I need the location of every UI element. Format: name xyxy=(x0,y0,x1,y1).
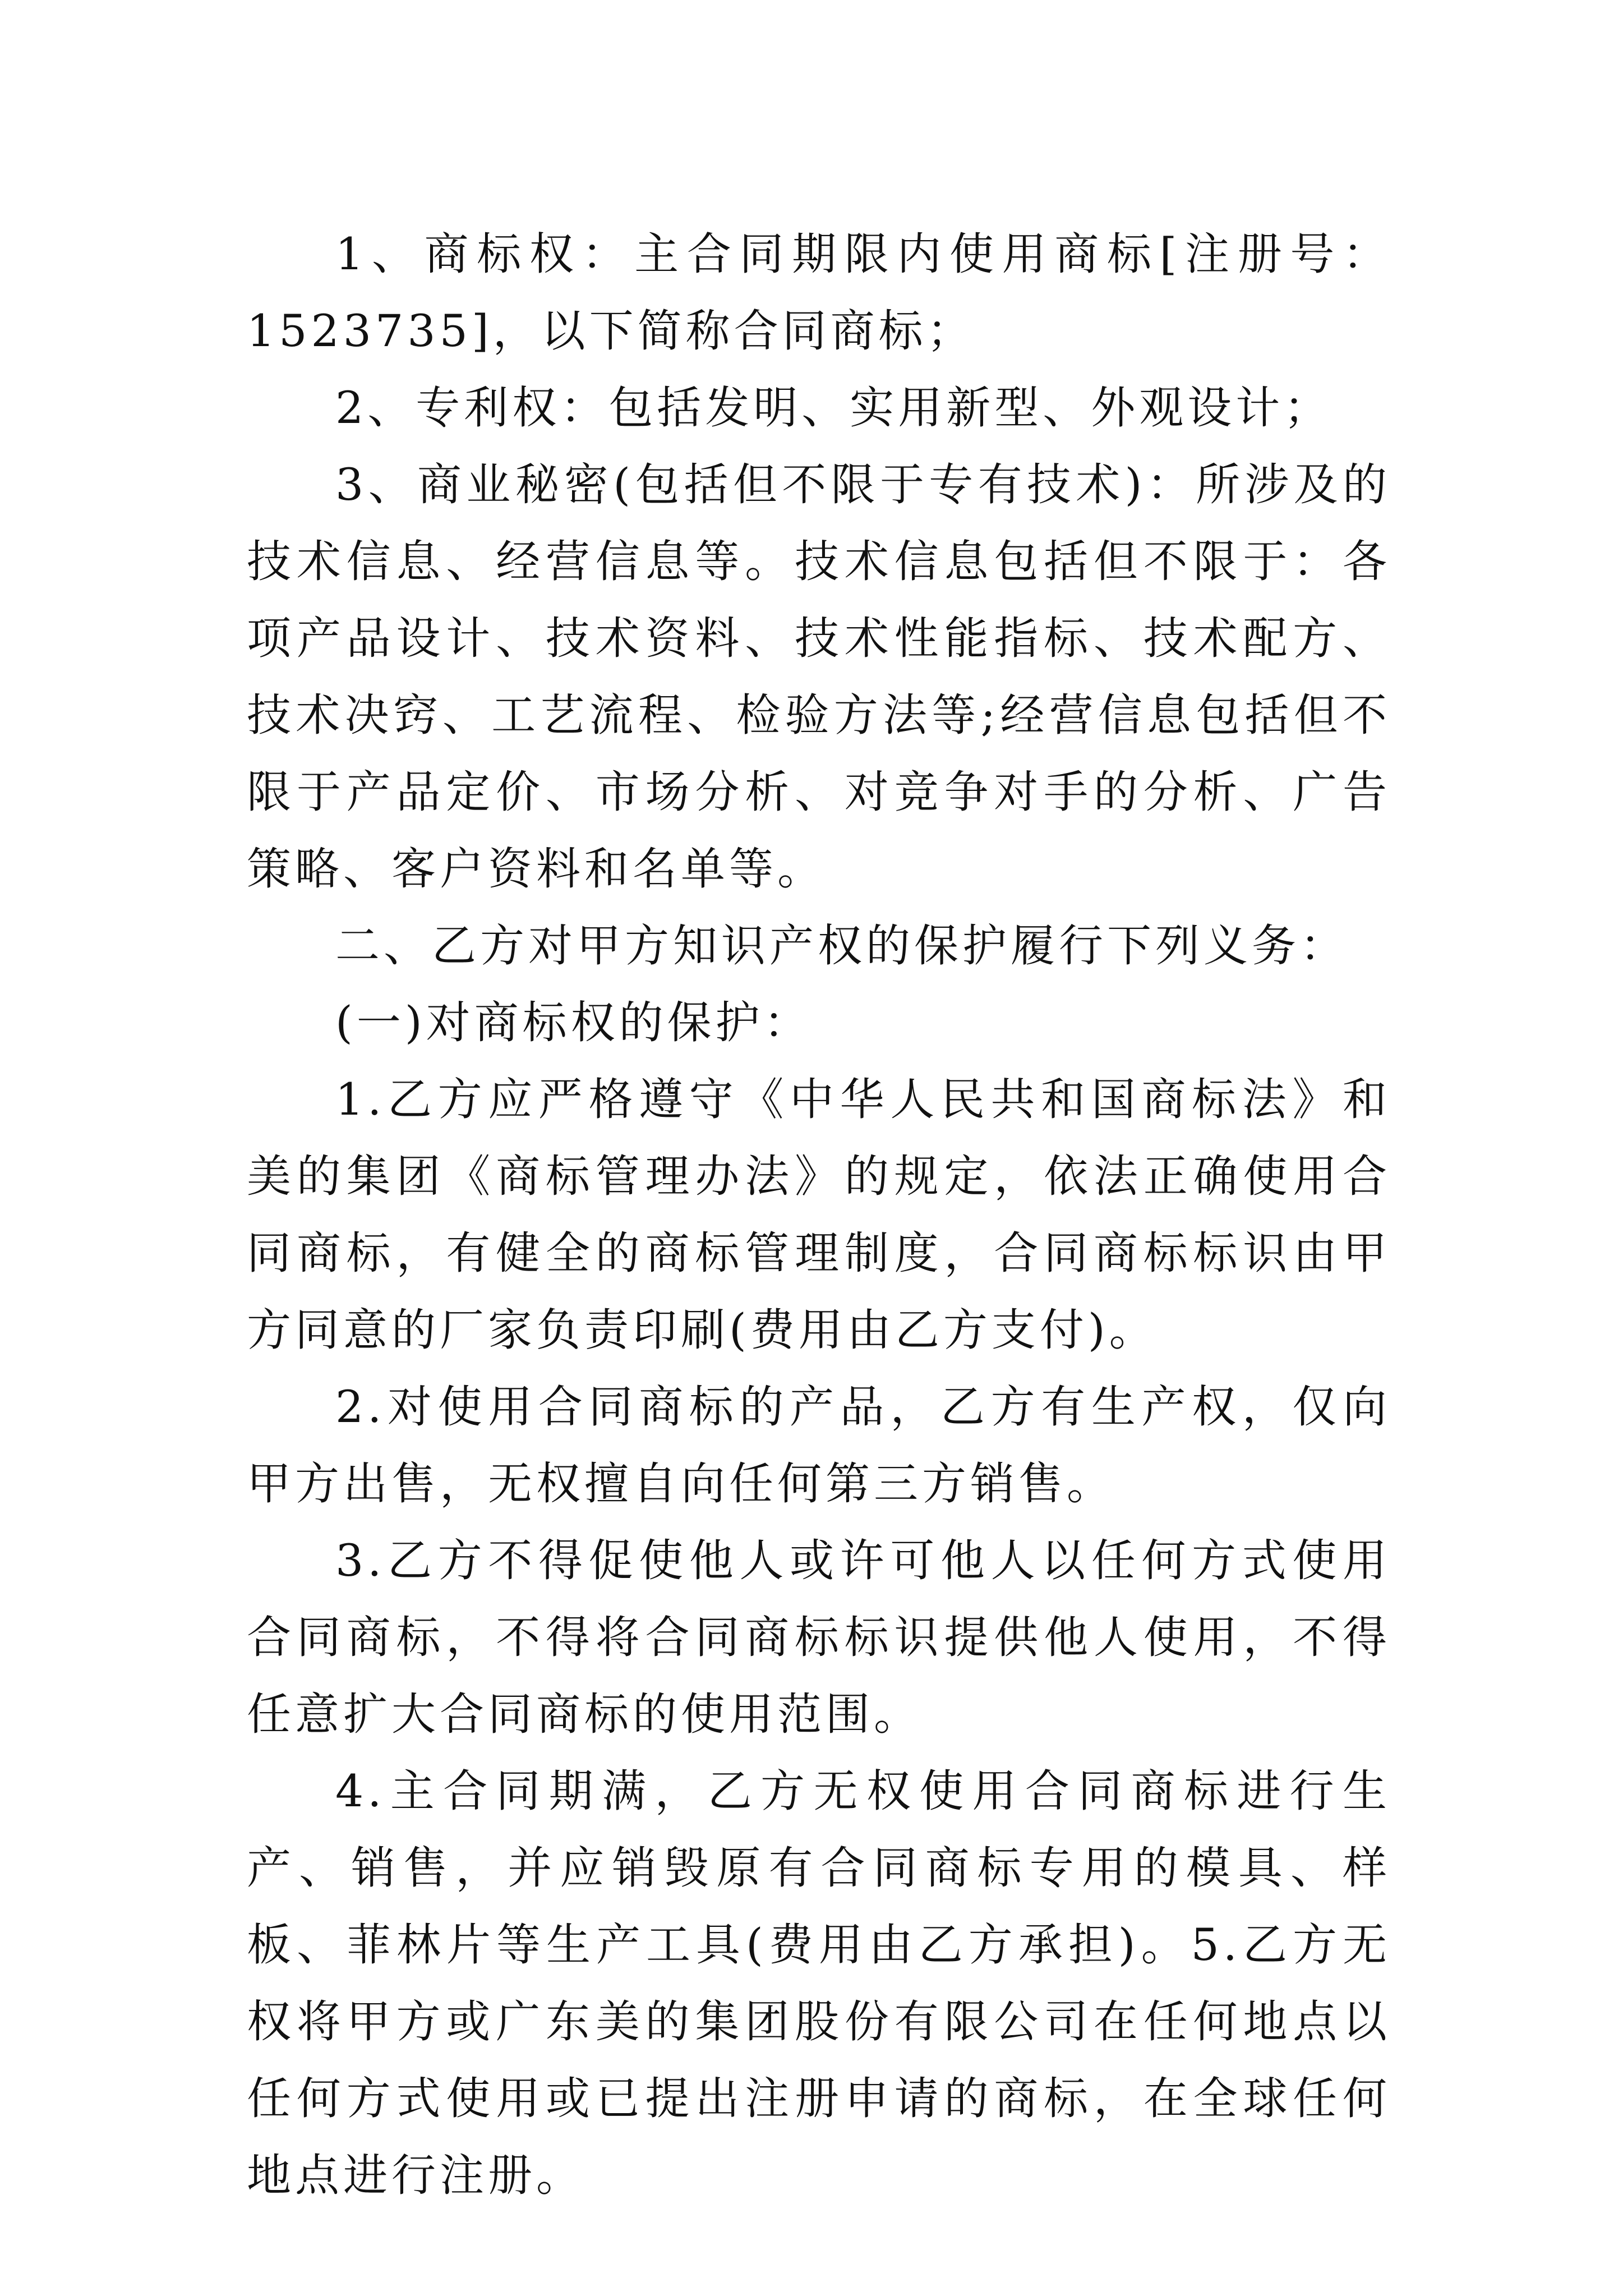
paragraph-trade-secret: 3、商业秘密(包括但不限于专有技术)：所涉及的技术信息、经营信息等。技术信息包括但不限于：各项产品设计、技术资料、技术性能指标、技术配方、技术决窍、工艺流程、检验方法等;经营信息包括但不限于产品定价、市场分析、对竞争对手的分析、广告策略、客户资料和名单等。 xyxy=(247,459,1391,895)
paragraph-subsection-one-heading: (一)对商标权的保护： xyxy=(335,997,812,1048)
paragraph-clause-1: 1.乙方应严格遵守《中华人民共和国商标法》和美的集团《商标管理办法》的规定，依法正确使用合同商标，有健全的商标管理制度，合同商标标识由甲方同意的厂家负责印刷(费用由乙方支付)。 xyxy=(247,1074,1391,1356)
paragraph-trademark-right: 1、商标权：主合同期限内使用商标[注册号：1523735]，以下简称合同商标； xyxy=(247,228,1391,357)
paragraph-clause-2: 2.对使用合同商标的产品，乙方有生产权，仅向甲方出售，无权擅自向任何第三方销售。 xyxy=(247,1381,1391,1510)
paragraph-patent-right: 2、专利权：包括发明、实用新型、外观设计； xyxy=(335,382,1332,434)
paragraph-section-two-heading: 二、乙方对甲方知识产权的保护履行下列义务： xyxy=(335,920,1348,972)
paragraph-clause-4-5: 4.主合同期满，乙方无权使用合同商标进行生产、销售，并应销毁原有合同商标专用的模具、样板、菲林片等生产工具(费用由乙方承担)。5.乙方无权将甲方或广东美的集团股份有限公司在任何地点以任何方式使用或已提出注册申请的商标，在全球任何地点进行注册。 xyxy=(247,1765,1391,2201)
document-body xyxy=(247,216,1391,2214)
paragraph-clause-3: 3.乙方不得促使他人或许可他人以任何方式使用合同商标，不得将合同商标标识提供他人使用，不得任意扩大合同商标的使用范围。 xyxy=(247,1535,1391,1740)
